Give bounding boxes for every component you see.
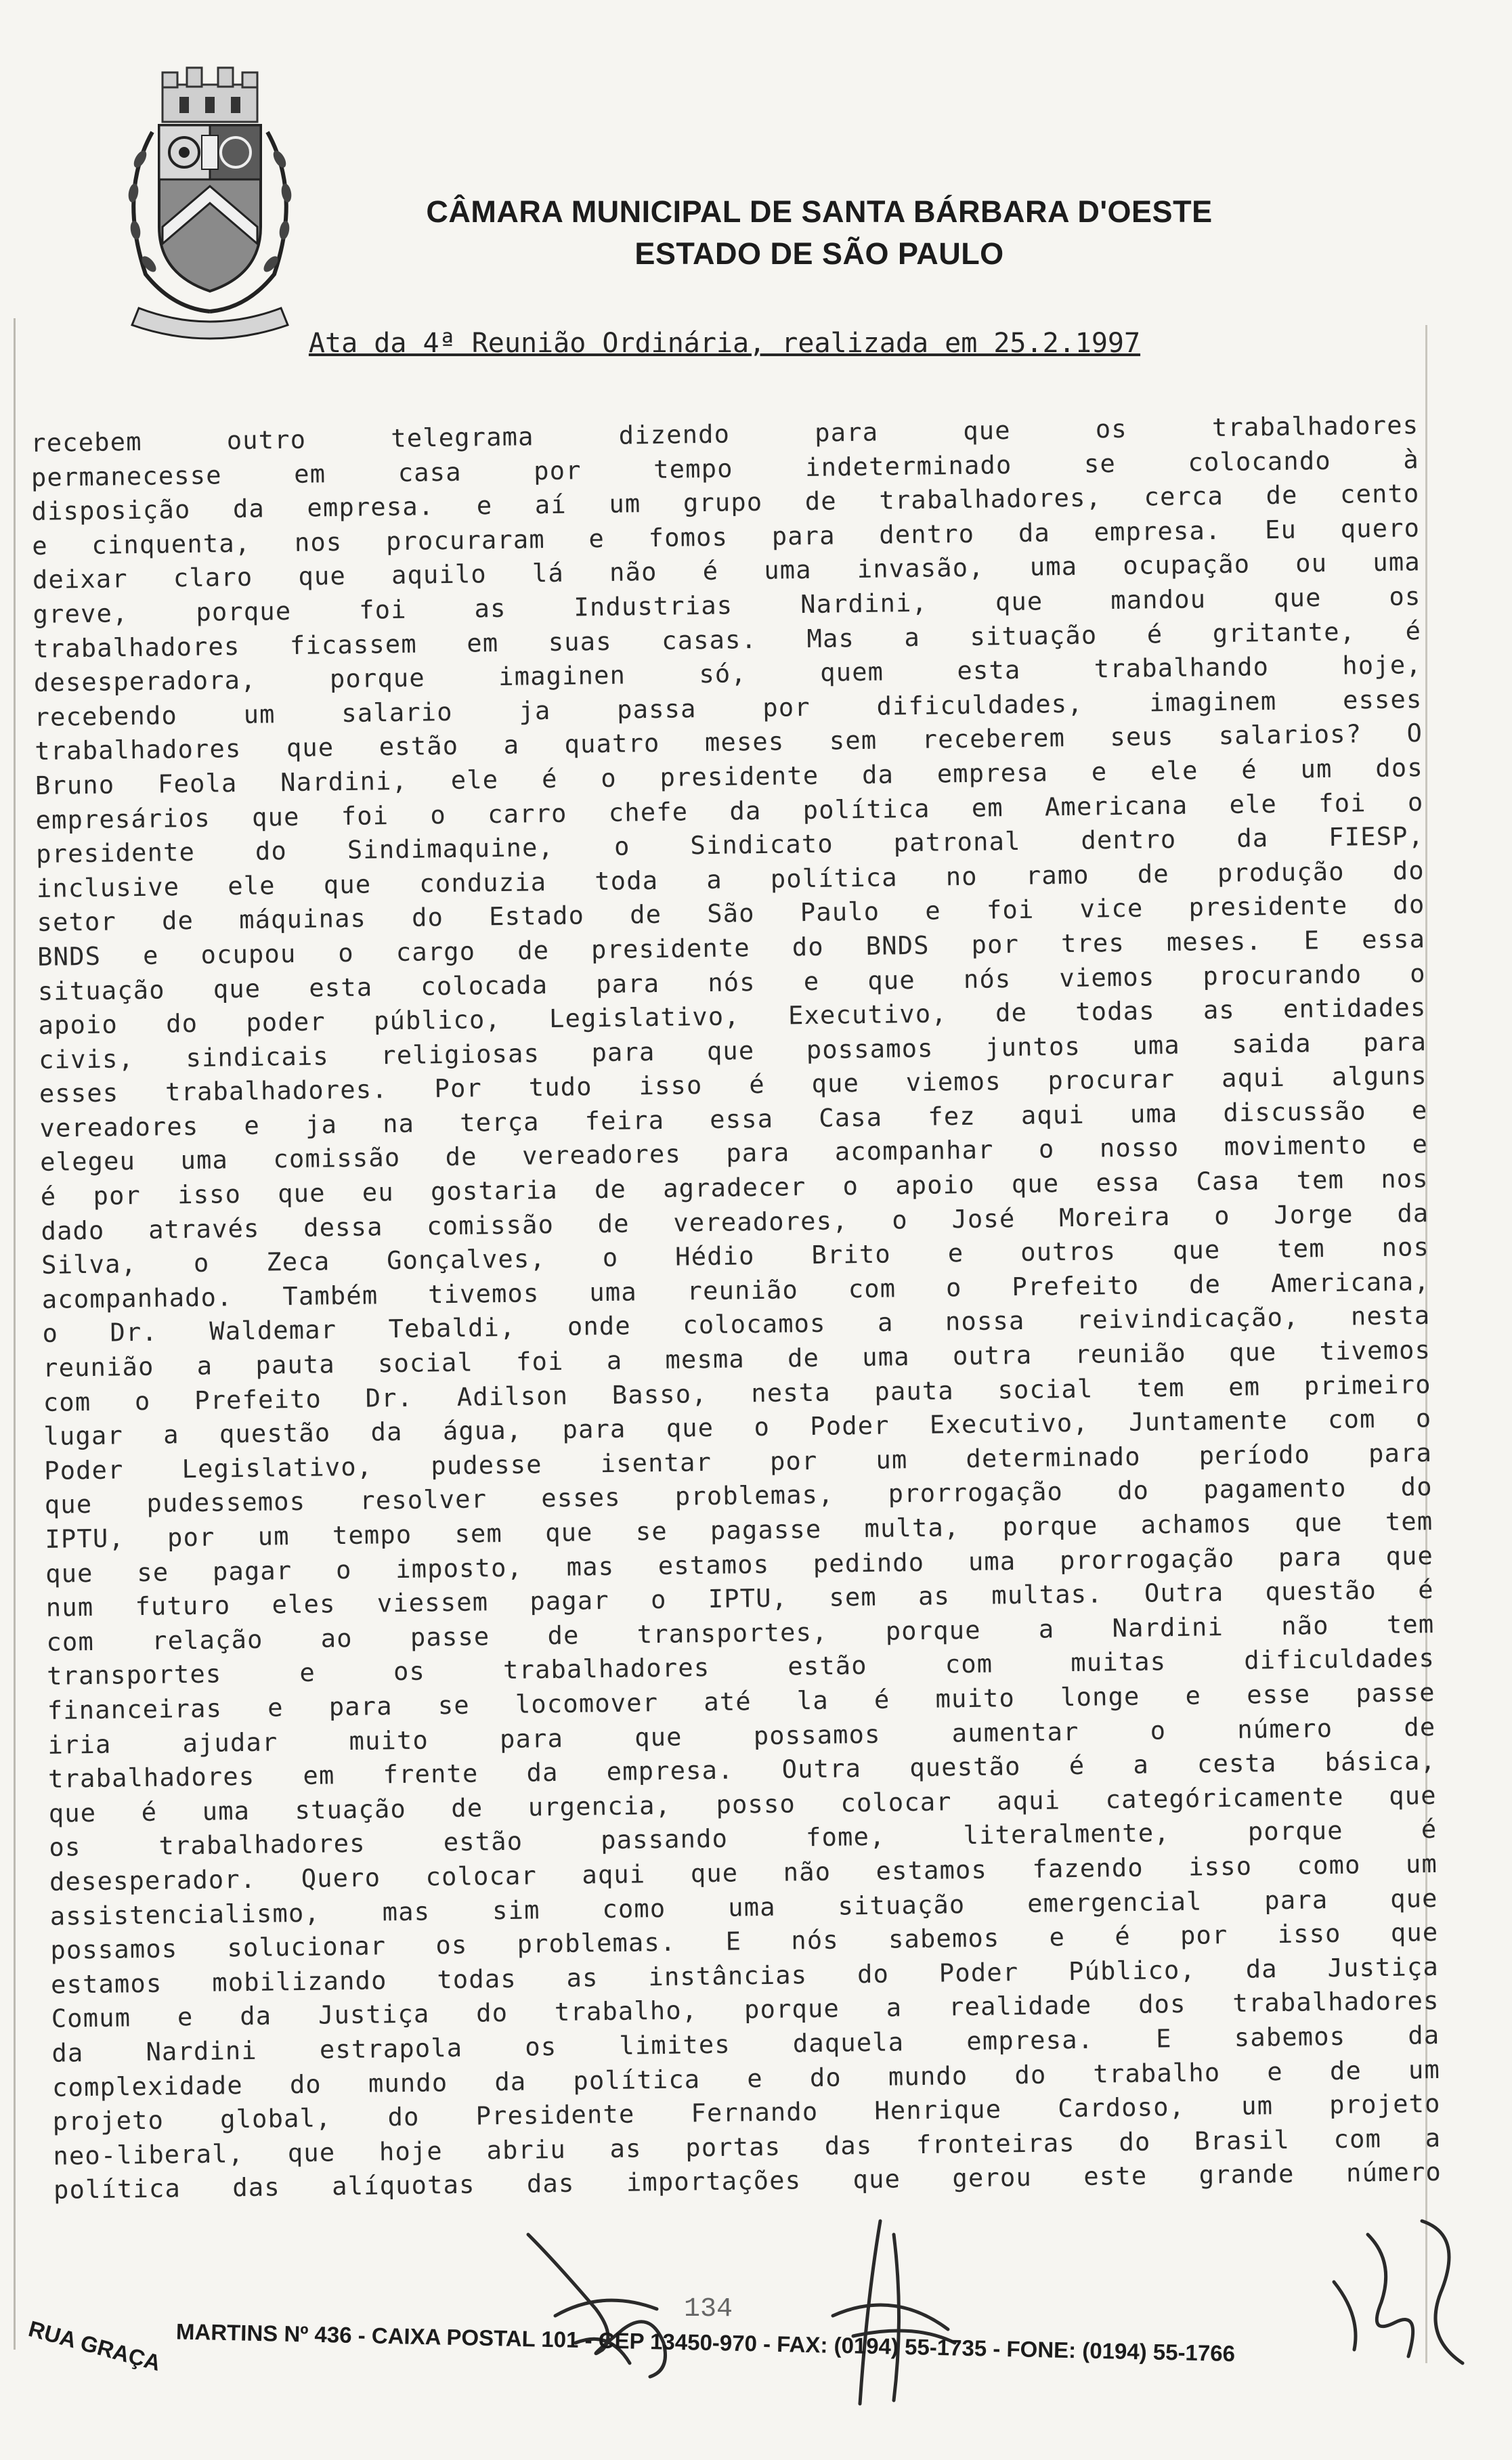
body-line: deixar claro que aquilo lá não é uma invasão, uma ocupação ou uma <box>32 547 1421 595</box>
body-line: recebendo um salario ja passa por dificuldades, imaginem esses <box>34 684 1423 732</box>
body-line: Silva, o Zeca Gonçalves, o Hédio Brito e outros que tem nos <box>41 1232 1430 1280</box>
session-title: Ata da 4ª Reunião Ordinária, realizada em 25.2.1997 <box>308 328 1141 359</box>
body-line: lugar a questão da água, para que o Poder Executivo, Juntamente com o <box>43 1404 1432 1452</box>
body-line: trabalhadores ficassem em suas casas. Mas a situação é gritante, é <box>33 616 1422 664</box>
body-line: acompanhado. Também tivemos uma reunião com o Prefeito de Americana, <box>41 1266 1430 1314</box>
body-line: recebem outro telegrama dizendo para que os trabalhadores <box>30 410 1419 458</box>
body-line: política das alíquotas das importações que gerou este grande número <box>53 2157 1442 2205</box>
body-line: empresários que foi o carro chefe da política em Americana ele foi o <box>35 787 1424 835</box>
body-line: Comum e da Justiça do trabalho, porque a realidade dos trabalhadores <box>51 1986 1440 2034</box>
body-line: desesperador. Quero colocar aqui que não estamos fazendo isso como um <box>49 1849 1438 1897</box>
body-line: Poder Legislativo, pudesse isentar por um determinado período para <box>43 1438 1433 1486</box>
footer-address: MARTINS Nº 436 - CAIXA POSTAL 101 - CEP 13450-970 - FAX: (0194) 55-1735 - FONE: (0194) 55-1766 <box>175 2318 1236 2367</box>
body-line: elegeu uma comissão de vereadores para acompanhar o nosso movimento e <box>39 1129 1429 1178</box>
body-line: apoio do poder público, Legislativo, Executivo, de todas as entidades <box>38 993 1427 1041</box>
body-line: da Nardini estrapola os limites daquela empresa. E sabemos da <box>51 2020 1440 2068</box>
body-line: é por isso que eu gostaria de agradecer o apoio que essa Casa tem nos <box>40 1164 1429 1211</box>
body-line: neo-liberal, que hoje abriu as portas das fronteiras do Brasil com a <box>53 2123 1442 2171</box>
body-line: esses trabalhadores. Por tudo isso é que viemos procurar aqui alguns <box>39 1061 1428 1109</box>
institution-name: CÂMARA MUNICIPAL DE SANTA BÁRBARA D'OESTE <box>426 194 1213 229</box>
body-line: situação que esta colocada para nós e que nós viemos procurando o <box>37 958 1427 1006</box>
body-line: os trabalhadores estão passando fome, literalmente, porque é <box>49 1815 1438 1863</box>
body-line: Bruno Feola Nardini, ele é o presidente da empresa e ele é um dos <box>35 753 1424 800</box>
body-line: setor de máquinas do Estado de São Paulo e foi vice presidente do <box>37 890 1425 938</box>
body-line: financeiras e para se locomover até la é muito longe e esse passe <box>47 1677 1435 1725</box>
body-line: assistencialismo, mas sim como uma situação emergencial para que <box>49 1883 1438 1931</box>
body-line: dado através dessa comissão de vereadores, o José Moreira o Jorge da <box>41 1198 1429 1246</box>
body-line: disposição da empresa. e aí um grupo de trabalhadores, cerca de cento <box>31 479 1420 527</box>
body-line: iria ajudar muito para que possamos aumentar o número de <box>47 1712 1436 1760</box>
body-line: trabalhadores em frente da empresa. Outra questão é a cesta básica, <box>47 1746 1437 1794</box>
body-line: reunião a pauta social foi a mesma de uma outra reunião que tivemos <box>42 1335 1431 1383</box>
body-line: desesperadora, porque imaginen só, quem esta trabalhando hoje, <box>33 650 1423 698</box>
body-line: vereadores e ja na terça feira essa Casa fez aqui uma discussão e <box>39 1095 1428 1143</box>
handwritten-signatures <box>515 2207 1476 2411</box>
body-line: civis, sindicais religiosas para que possamos juntos uma saida para <box>38 1027 1427 1075</box>
page-number: 134 <box>684 2294 733 2325</box>
body-line: trabalhadores que estão a quatro meses sem receberem seus salarios? O <box>34 718 1423 767</box>
body-line: presidente do Sindimaquine, o Sindicato patronal dentro da FIESP, <box>35 821 1425 869</box>
body-line: BNDS e ocupou o cargo de presidente do BNDS por tres meses. E essa <box>37 924 1426 972</box>
body-line: com relação ao passe de transportes, porque a Nardini não tem <box>46 1609 1435 1657</box>
body-line: num futuro eles viessem pagar o IPTU, sem as multas. Outra questão é <box>45 1575 1434 1623</box>
body-line: que é uma stuação de urgencia, posso colocar aqui categóricamente que <box>48 1780 1437 1828</box>
body-line: estamos mobilizando todas as instâncias do Poder Público, da Justiça <box>50 1951 1440 2000</box>
body-line: o Dr. Waldemar Tebaldi, onde colocamos a nossa reivindicação, nesta <box>42 1301 1431 1349</box>
body-line: e cinquenta, nos procuraram e fomos para dentro da empresa. Eu quero <box>32 513 1421 561</box>
institution-header <box>284 191 1354 275</box>
body-line: permanecesse em casa por tempo indeterminado se colocando à <box>30 444 1420 492</box>
body-line: complexidade do mundo da política e do mundo do trabalho e de um <box>51 2054 1441 2102</box>
body-line: inclusive ele que conduzia toda a política no ramo de produção do <box>36 855 1425 903</box>
institution-state: ESTADO DE SÃO PAULO <box>634 236 1004 271</box>
body-line: transportes e os trabalhadores estão com muitas dificuldades <box>46 1643 1435 1691</box>
body-line: projeto global, do Presidente Fernando Henrique Cardoso, um projeto <box>52 2089 1441 2136</box>
body-line: greve, porque foi as Industrias Nardini, que mandou que os <box>33 582 1421 629</box>
body-line: com o Prefeito Dr. Adilson Basso, nesta pauta social tem em primeiro <box>43 1369 1431 1417</box>
left-margin-rule <box>14 318 16 2350</box>
body-line: possamos solucionar os problemas. E nós sabemos e é por isso que <box>50 1918 1439 1965</box>
body-line: que se pagar o imposto, mas estamos pedindo uma prorrogação para que <box>45 1540 1434 1589</box>
footer-street-prefix: RUA GRAÇA <box>26 2316 164 2376</box>
body-line: que pudessemos resolver esses problemas, prorrogação do pagamento do <box>44 1472 1433 1520</box>
body-line: IPTU, por um tempo sem que se pagasse multa, porque achamos que tem <box>45 1507 1433 1554</box>
minutes-body-text <box>30 408 1448 2208</box>
address-footer <box>26 2316 1454 2376</box>
